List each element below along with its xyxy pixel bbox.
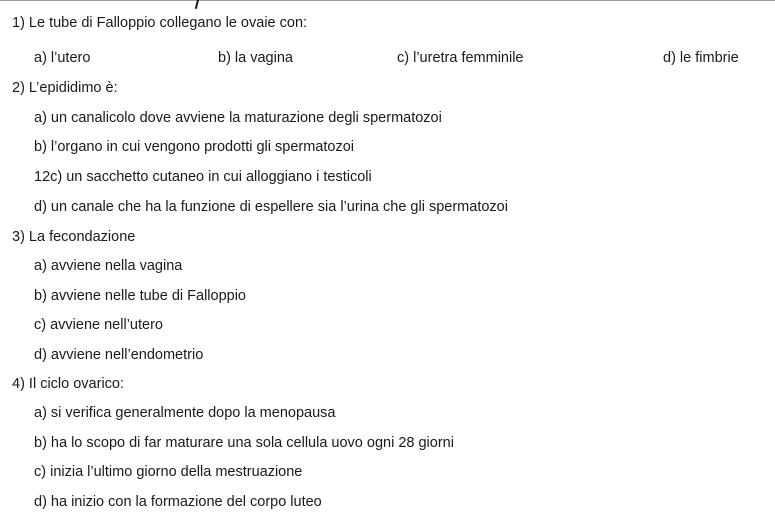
q1-option-c[interactable]: c) l’uretra femminile <box>397 50 524 66</box>
q2-option-c[interactable]: 12c) un sacchetto cutaneo in cui alloggiano i testicoli <box>34 169 372 185</box>
q3-option-c[interactable]: c) avviene nell’utero <box>34 317 163 333</box>
top-border-line <box>0 0 775 1</box>
q4-option-c[interactable]: c) inizia l’ultimo giorno della mestruazione <box>34 464 303 480</box>
q2-option-b[interactable]: b) l’organo in cui vengono prodotti gli spermatozoi <box>34 139 354 155</box>
q1-option-d[interactable]: d) le fimbrie <box>663 50 739 66</box>
q3-option-b[interactable]: b) avviene nelle tube di Falloppio <box>34 288 246 304</box>
q4-option-b[interactable]: b) ha lo scopo di far maturare una sola cellula uovo ogni 28 giorni <box>34 435 454 451</box>
q2-option-d[interactable]: d) un canale che ha la funzione di espellere sia l’urina che gli spermatozoi <box>34 199 508 215</box>
q2-option-a[interactable]: a) un canalicolo dove avviene la maturazione degli spermatozoi <box>34 110 442 126</box>
question-4: 4) Il ciclo ovarico: <box>12 376 125 392</box>
q4-option-a[interactable]: a) si verifica generalmente dopo la menopausa <box>34 405 336 421</box>
q1-option-b[interactable]: b) la vagina <box>218 50 293 66</box>
question-2: 2) L’epididimo è: <box>12 80 118 96</box>
q3-option-d[interactable]: d) avviene nell’endometrio <box>34 347 204 363</box>
q4-option-d[interactable]: d) ha inizio con la formazione del corpo luteo <box>34 494 322 510</box>
question-1: 1) Le tube di Falloppio collegano le ovaie con: <box>12 15 308 31</box>
q1-option-a[interactable]: a) l’utero <box>34 50 91 66</box>
q3-option-a[interactable]: a) avviene nella vagina <box>34 258 183 274</box>
question-3: 3) La fecondazione <box>12 229 136 245</box>
